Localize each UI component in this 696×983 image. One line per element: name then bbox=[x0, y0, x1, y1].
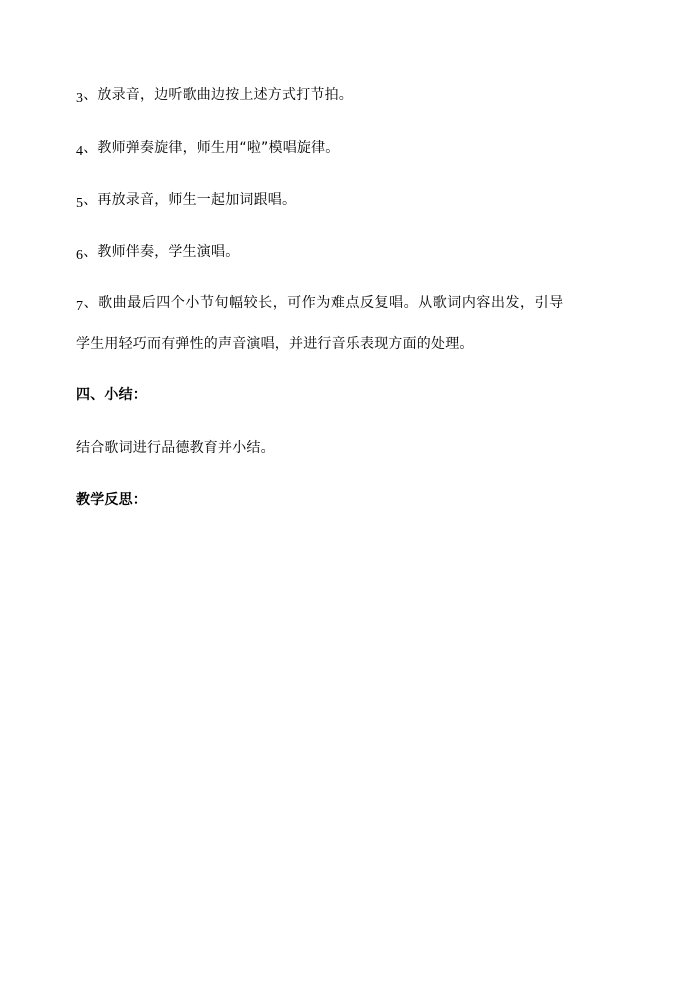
step-number: 3 bbox=[76, 91, 84, 106]
step-text: 、再放录音，师生一起加词跟唱。 bbox=[83, 192, 297, 208]
step-number: 4 bbox=[76, 144, 84, 159]
summary-text: 结合歌词进行品德教育并小结。 bbox=[76, 440, 275, 456]
summary-heading: 四、小结： bbox=[76, 387, 147, 403]
step-7 bbox=[76, 293, 636, 314]
step-6 bbox=[76, 242, 636, 263]
step-number: 6 bbox=[76, 248, 84, 263]
step-text: 、教师弹奏旋律，师生用“啦”模唱旋律。 bbox=[83, 140, 340, 156]
step-text: 、歌曲最后四个小节旬幅较长，可作为难点反复唱。从歌词内容出发，引导 bbox=[83, 295, 564, 311]
step-text: 、放录音，边听歌曲边按上述方式打节拍。 bbox=[83, 87, 354, 103]
reflection-heading: 教学反思： bbox=[76, 492, 147, 508]
step-7-continuation: 学生用轻巧而有弹性的声音演唱，并进行音乐表现方面的处理。 bbox=[76, 336, 474, 352]
step-5 bbox=[76, 190, 636, 211]
step-text: 、教师伴奏，学生演唱。 bbox=[83, 244, 240, 260]
step-3 bbox=[76, 85, 636, 106]
step-4 bbox=[76, 138, 636, 159]
step-number: 5 bbox=[76, 196, 84, 211]
step-number: 7 bbox=[76, 299, 84, 314]
